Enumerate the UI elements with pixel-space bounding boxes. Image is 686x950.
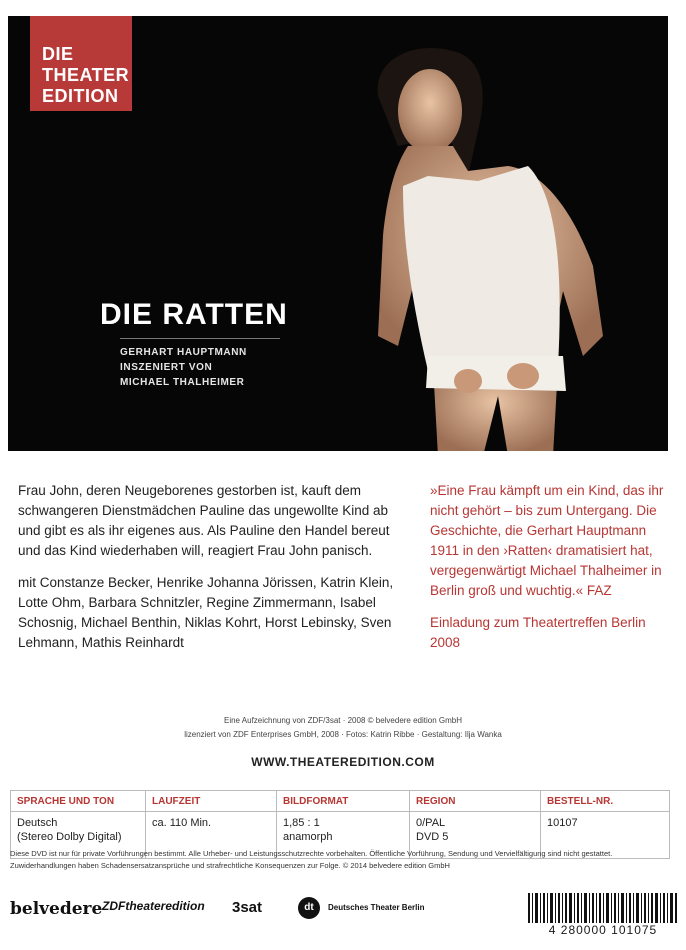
theater-edition-badge (30, 16, 132, 111)
logo-bar (10, 895, 680, 935)
runtime-value: ca. 110 Min. (152, 817, 212, 829)
audio-value: (Stereo Dolby Digital) (17, 831, 122, 843)
description (18, 481, 413, 665)
header-language: SPRACHE UND TON (11, 791, 146, 812)
festival-invitation: Einladung zum Theatertreffen Berlin 2008 (430, 615, 646, 650)
quote-text: »Eine Frau kämpft um ein Kind, das ihr nicht gehört – bis zum Untergang. Die Geschichte, die Gerhart Hauptmann 1911 in den ›Ratten‹ dramatisiert hat, vergegenwärtigt Michael Thalheimer in Berlin groß und wuchtig.« FAZ (430, 483, 664, 598)
credit-line: lizenziert von ZDF Enterprises GmbH, 2008 · Fotos: Katrin Ribbe · Gestaltung: Ilja Wanka (184, 730, 502, 739)
author-line: GERHART HAUPTMANN (120, 347, 247, 358)
badge-line: EDITION (42, 86, 119, 106)
header-format: BILDFORMAT (277, 791, 410, 812)
credit-line: Eine Aufzeichnung von ZDF/3sat · 2008 © belvedere edition GmbH (223, 716, 463, 725)
header-region: REGION (410, 791, 541, 812)
anamorph-value: anamorph (283, 831, 333, 843)
barcode (528, 893, 678, 923)
3sat-logo: 3sat (232, 899, 263, 916)
director-line: MICHAEL THALHEIMER (120, 377, 245, 388)
dt-logo: dt (298, 897, 320, 919)
performer-photo (358, 36, 618, 451)
cast-list: mit Constanze Becker, Henrike Johanna Jörissen, Katrin Klein, Lotte Ohm, Barbara Schnitzler, Regine Zimmermann, Isabel Schosnig, Michael Benthin, Niklas Kohrt, Horst Lebinsky, Sven Lehmann, Mathis Reinhardt (18, 575, 394, 650)
staged-by-line: INSZENIERT VON (120, 362, 213, 373)
header-runtime: LAUFZEIT (146, 791, 277, 812)
legal-notice: Diese DVD ist nur für private Vorführungen bestimmt. Alle Urheber- und Leistungsschutzrechte vorbehalten. Öffentliche Vorführung, Sendung und Vervielfältigung sind nicht gestattet. Zuwiderhandlungen haben Schadensersatzansprüche und strafrechtliche Konsequenzen zur Folge. © 2014 belvedere edition GmbH (10, 849, 613, 870)
order-value: 10107 (547, 817, 578, 829)
synopsis: Frau John, deren Neugeborenes gestorben ist, kauft dem schwangeren Dienstmädchen Pauline das ungewollte Kind ab und gibt es als ihr eigenes aus. Als Pauline den Handel bereut und das Kind wiederhaben will, reagiert Frau John panisch. (18, 483, 390, 558)
badge-line: DIE (42, 44, 74, 64)
header-order-number: BESTELL-NR. (541, 791, 670, 812)
language-value: Deutsch (17, 817, 58, 829)
production-credits (0, 714, 686, 742)
zdf-theateredition-logo: ZDFtheateredition (102, 899, 205, 913)
spec-header-row (11, 791, 670, 812)
badge-line: THEATER (42, 65, 130, 85)
cover-title: DIE RATTEN (100, 298, 288, 331)
belvedere-logo: belvedere (10, 899, 103, 919)
region-value: 0/PAL (416, 817, 446, 829)
cover-subtitle (120, 338, 280, 390)
website-url: WWW.THEATEREDITION.COM (251, 755, 435, 769)
disc-value: DVD 5 (416, 831, 449, 843)
cover-photo (8, 16, 668, 451)
deutsches-theater-label: Deutsches Theater Berlin (328, 903, 425, 912)
aspect-value: 1,85 : 1 (283, 817, 320, 829)
barcode-number: 4 280000 101075 (548, 923, 658, 937)
press-quote (430, 481, 670, 665)
